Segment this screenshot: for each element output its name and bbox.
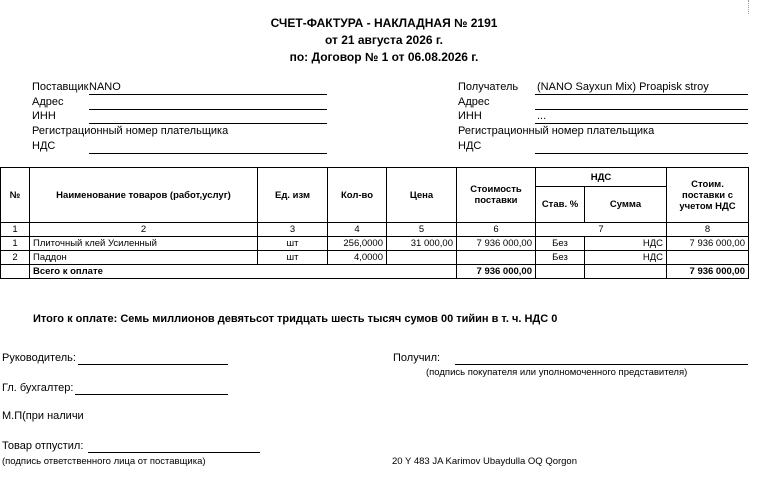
row-num: 1 — [1, 237, 30, 251]
received-sign-line — [455, 364, 748, 365]
received-note: (подпись покупателя или уполномоченного представителя) — [426, 367, 688, 378]
receiver-line — [535, 94, 748, 95]
row-price — [387, 251, 457, 265]
receiver-address-label: Адрес — [458, 96, 490, 108]
row-qty: 256,0000 — [328, 237, 387, 251]
receiver-inn-value: ... — [537, 110, 547, 122]
row-unit: шт — [258, 251, 328, 265]
row-vat-sum: НДС — [585, 251, 667, 265]
header-vat: НДС — [536, 168, 667, 187]
accountant-label: Гл. бухгалтер: — [2, 382, 74, 394]
receiver-label: Получатель — [458, 81, 519, 93]
header-cost: Стоимость поставки — [457, 168, 536, 223]
total-cost: 7 936 000,00 — [457, 265, 536, 279]
header-vat-rate: Став. % — [536, 187, 585, 223]
receiver-inn-label: ИНН — [458, 110, 482, 122]
row-name: Паддон — [30, 251, 258, 265]
supplier-label: Поставщик — [32, 81, 89, 93]
accountant-sign-line — [75, 394, 228, 395]
header-num: № — [1, 168, 30, 223]
row-cost — [457, 251, 536, 265]
supplier-address-line — [89, 109, 327, 110]
released-sign-line — [88, 452, 260, 453]
row-num: 2 — [1, 251, 30, 265]
header-name: Наименование товаров (работ,услуг) — [30, 168, 258, 223]
page-edge-marker — [748, 0, 750, 14]
colnum-2: 2 — [30, 223, 258, 237]
director-sign-line — [78, 364, 228, 365]
receiver-vat-line — [535, 153, 748, 154]
supplier-reg-label: Регистрационный номер плательщика — [32, 125, 229, 137]
supplier-vat-label: НДС — [32, 140, 56, 152]
row-name: Плиточный клей Усиленный — [30, 237, 258, 251]
receiver-address-line — [535, 109, 748, 110]
receiver-value: (NANO Sayxun Mix) Proapisk stroy — [537, 81, 709, 93]
supplier-inn-line — [89, 123, 327, 124]
total-row — [1, 265, 749, 279]
colnum-3: 3 — [258, 223, 328, 237]
receiver-reg-label: Регистрационный номер плательщика — [458, 125, 655, 137]
row-price: 31 000,00 — [387, 237, 457, 251]
row-total: 7 936 000,00 — [667, 237, 749, 251]
header-total: Стоим. поставки с учетом НДС — [667, 168, 749, 223]
items-table — [0, 167, 749, 279]
invoice-contract: по: Договор № 1 от 06.08.2026 г. — [289, 50, 479, 64]
colnum-4: 4 — [328, 223, 387, 237]
released-label: Товар отпустил: — [2, 440, 84, 452]
total-in-words: Итого к оплате: Семь миллионов девятьсот тридцать шесть тысяч сумов 00 тийин в т. ч. НДС 0 — [33, 313, 558, 325]
colnum-7: 7 — [536, 223, 667, 237]
table-row — [1, 251, 749, 265]
row-vat-rate: Без — [536, 251, 585, 265]
receiver-vat-label: НДС — [458, 140, 482, 152]
colnum-1: 1 — [1, 223, 30, 237]
total-label: Всего к оплате — [30, 265, 457, 279]
header-qty: Кол-во — [328, 168, 387, 223]
supplier-inn-label: ИНН — [32, 110, 56, 122]
invoice-title: СЧЕТ-ФАКТУРА - НАКЛАДНАЯ № 2191 — [270, 16, 498, 30]
supplier-value: NANO — [89, 81, 121, 93]
header-price: Цена — [387, 168, 457, 223]
invoice-date: от 21 августа 2026 г. — [324, 33, 444, 47]
colnum-8: 8 — [667, 223, 749, 237]
row-cost: 7 936 000,00 — [457, 237, 536, 251]
table-row — [1, 237, 749, 251]
total-with-vat: 7 936 000,00 — [667, 265, 749, 279]
footer-code: 20 Y 483 JA Karimov Ubaydulla OQ Qorgon — [392, 456, 578, 467]
row-unit: шт — [258, 237, 328, 251]
row-total — [667, 251, 749, 265]
director-label: Руководитель: — [2, 352, 76, 364]
row-qty: 4,0000 — [328, 251, 387, 265]
colnum-5: 5 — [387, 223, 457, 237]
header-vat-sum: Сумма — [585, 187, 667, 223]
receiver-inn-line — [535, 123, 748, 124]
received-label: Получил: — [393, 352, 441, 364]
supplier-line — [89, 94, 327, 95]
supplier-vat-line — [89, 153, 327, 154]
supplier-address-label: Адрес — [32, 96, 64, 108]
stamp-label: М.П(при наличи — [2, 410, 84, 422]
released-note: (подпись ответственного лица от поставщика) — [2, 456, 206, 467]
row-vat-sum: НДС — [585, 237, 667, 251]
row-vat-rate: Без — [536, 237, 585, 251]
colnum-6: 6 — [457, 223, 536, 237]
header-unit: Ед. изм — [258, 168, 328, 223]
